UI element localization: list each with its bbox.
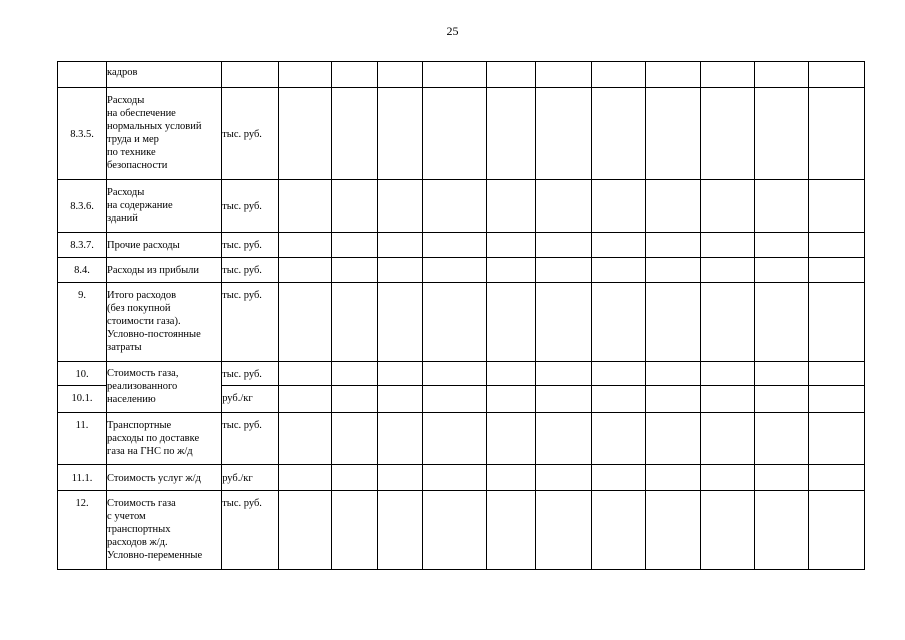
table-row xyxy=(58,88,865,180)
table-row xyxy=(58,362,865,386)
row-name: Итого расходов (без покупной стоимости газа). Условно-постоянные затраты xyxy=(107,283,222,362)
table-row xyxy=(58,491,865,570)
row-name: Расходы на содержание зданий xyxy=(107,180,222,233)
table-row xyxy=(58,180,865,233)
row-name: Расходы на обеспечение нормальных условий труда и мер по технике безопасности xyxy=(107,88,222,180)
table-row xyxy=(58,233,865,258)
row-number: 10.1. xyxy=(58,386,107,413)
row-unit: тыс. руб. xyxy=(222,362,279,386)
row-name: Стоимость услуг ж/д xyxy=(107,465,222,491)
row-unit: тыс. руб. xyxy=(222,491,279,570)
row-name: Стоимость газа с учетом транспортных расходов ж/д. Условно-переменные xyxy=(107,491,222,570)
row-unit: тыс. руб. xyxy=(222,233,279,258)
table-row xyxy=(58,413,865,465)
row-name: кадров xyxy=(107,62,222,88)
row-name: Стоимость газа, реализованного населению xyxy=(107,362,222,413)
row-number: 12. xyxy=(58,491,107,570)
row-unit: тыс. руб. xyxy=(222,88,279,180)
row-name: Прочие расходы xyxy=(107,233,222,258)
row-number: 8.3.5. xyxy=(58,88,107,180)
data-table xyxy=(57,61,865,570)
row-number: 11. xyxy=(58,413,107,465)
table-row xyxy=(58,283,865,362)
row-number: 10. xyxy=(58,362,107,386)
row-unit: тыс. руб. xyxy=(222,258,279,283)
row-unit: тыс. руб. xyxy=(222,283,279,362)
row-name: Транспортные расходы по доставке газа на ГНС по ж/д xyxy=(107,413,222,465)
page-number: 25 xyxy=(446,24,459,38)
row-unit: тыс. руб. xyxy=(222,413,279,465)
row-name: Расходы из прибыли xyxy=(107,258,222,283)
table-row xyxy=(58,465,865,491)
row-number: 9. xyxy=(58,283,107,362)
row-unit: тыс. руб. xyxy=(222,180,279,233)
table-row xyxy=(58,62,865,88)
row-unit: руб./кг xyxy=(222,465,279,491)
row-unit: руб./кг xyxy=(222,386,279,413)
row-number: 11.1. xyxy=(58,465,107,491)
row-number: 8.3.6. xyxy=(58,180,107,233)
row-unit xyxy=(222,62,279,88)
table-row xyxy=(58,258,865,283)
row-number: 8.3.7. xyxy=(58,233,107,258)
row-number: 8.4. xyxy=(58,258,107,283)
row-number xyxy=(58,62,107,88)
